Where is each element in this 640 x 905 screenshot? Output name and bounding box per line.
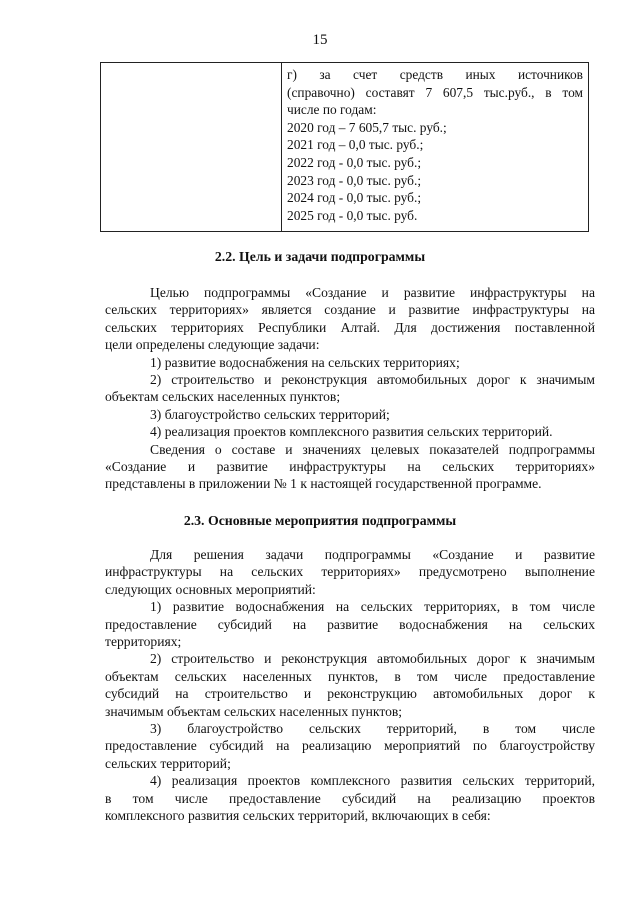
text-line: предоставление субсидий на реализацию мероприятий по благоустройству <box>105 738 595 754</box>
text-line: комплексного развития сельских территорий, включающих в себя: <box>105 808 491 824</box>
text-line: «Создание и развитие инфраструктуры на сельских территориях» <box>105 459 595 475</box>
text-line: 4) реализация проектов комплексного развития сельских территорий. <box>150 424 553 440</box>
table-line: 2020 год – 7 605,7 тыс. руб.; <box>287 119 447 135</box>
text-line: в том числе предоставление субсидий на реализацию проектов <box>105 790 595 806</box>
text-line: инфраструктуры на сельских территориях» предусмотрено выполнение <box>105 564 595 580</box>
text-line: 2) строительство и реконструкция автомобильных дорог к значимым <box>150 651 595 667</box>
text-line: представлены в приложении № 1 к настоящей государственной программе. <box>105 476 542 492</box>
text-line: 1) развитие водоснабжения на сельских территориях, в том числе <box>150 599 595 615</box>
text-line: Для решения задачи подпрограммы «Создание и развитие <box>150 547 595 562</box>
table-line: 2021 год – 0,0 тыс. руб.; <box>287 137 424 153</box>
text-line: значимым объектам сельских населенных пунктов; <box>105 703 403 719</box>
table-line: (справочно) составят 7 607,5 тыс.руб., в том <box>287 84 583 100</box>
table-line: 2022 год - 0,0 тыс. руб.; <box>287 154 422 170</box>
text-line: объектам сельских населенных пунктов; <box>105 389 341 405</box>
table-line: числе по годам: <box>287 102 377 118</box>
table-line: 2025 год - 0,0 тыс. руб. <box>287 207 418 223</box>
text-line: цели определены следующие задачи: <box>105 337 320 353</box>
text-line: 3) благоустройство сельских территорий; <box>150 406 390 422</box>
text-line: Сведения о составе и значениях целевых показателей подпрограммы <box>150 441 595 457</box>
text-line: сельских территорий; <box>105 755 231 771</box>
text-line: территориях; <box>105 634 182 650</box>
text-line: субсидий на строительство и реконструкцию автомобильных дорог к <box>105 686 595 702</box>
table-line: 2024 год - 0,0 тыс. руб.; <box>287 190 422 206</box>
section-2-3-heading: 2.3. Основные мероприятия подпрограммы <box>183 513 457 528</box>
text-line: 3) благоустройство сельских территорий, в том числе <box>150 721 595 737</box>
text-line: Целью подпрограммы «Создание и развитие инфраструктуры на <box>150 285 595 300</box>
financing-table <box>100 62 589 232</box>
section-2-2-heading: 2.2. Цель и задачи подпрограммы <box>214 249 426 264</box>
text-line: 2) строительство и реконструкция автомобильных дорог к значимым <box>150 372 595 388</box>
table-line: г) за счет средств иных источников <box>287 67 583 82</box>
text-line: 1) развитие водоснабжения на сельских территориях; <box>150 354 460 370</box>
section-2-2-body <box>105 284 595 493</box>
section-2-3-body <box>105 546 595 825</box>
table-right-cell <box>282 63 588 231</box>
table-left-cell <box>101 63 282 231</box>
text-line: предоставление субсидий на развитие водоснабжения на сельских <box>105 616 595 632</box>
text-line: сельских территориях Республики Алтай. Для достижения поставленной <box>105 319 595 335</box>
page-number: 15 <box>312 32 328 48</box>
text-line: 4) реализация проектов комплексного развития сельских территорий, <box>150 773 595 789</box>
text-line: сельских территориях» является создание и развитие инфраструктуры на <box>105 302 595 318</box>
table-line: 2023 год - 0,0 тыс. руб.; <box>287 172 422 188</box>
text-line: объектам сельских населенных пунктов, в том числе предоставление <box>105 668 595 684</box>
text-line: следующих основных мероприятий: <box>105 581 316 597</box>
